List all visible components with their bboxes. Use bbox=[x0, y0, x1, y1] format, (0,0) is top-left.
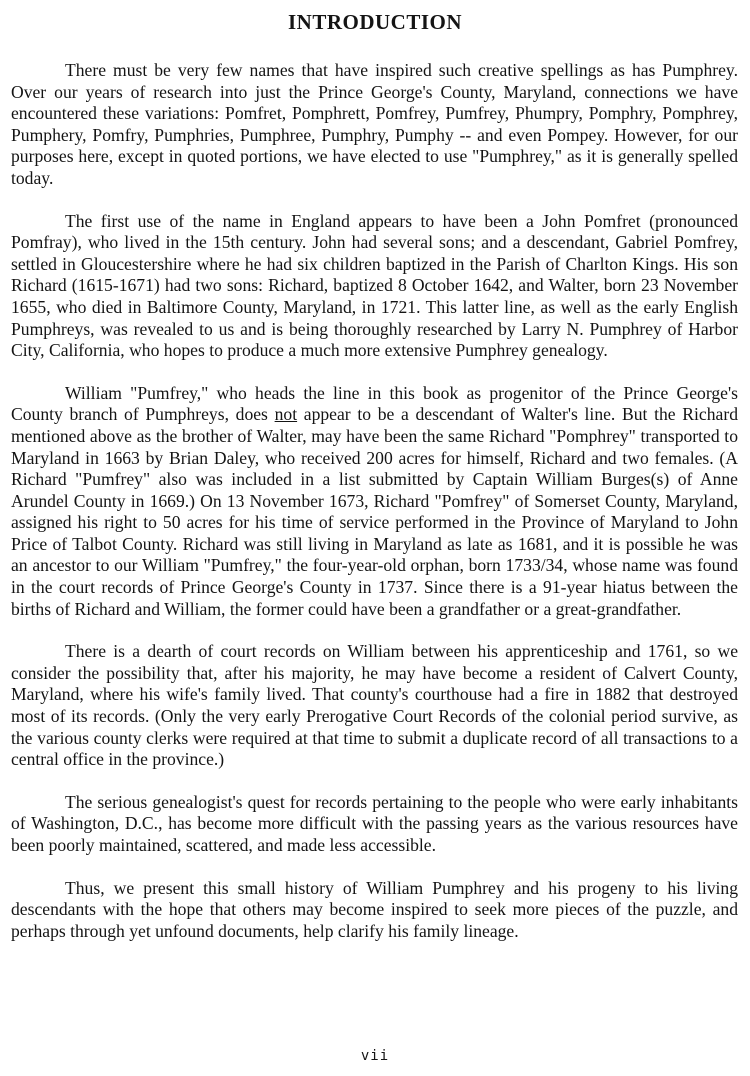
paragraph-text-before: William "Pumfrey," who heads the line in this book as progenitor of the Prince George's County branch of Pumphreys, does bbox=[11, 382, 738, 425]
paragraph-washington-records: The serious genealogist's quest for records pertaining to the people who were early inhabitants of Washington, D.C., has become more difficult with the passing years as the various resources have been poorly maintained, scattered, and made less accessible. bbox=[11, 791, 738, 855]
body-text bbox=[11, 60, 738, 963]
emphasized-word: not bbox=[274, 404, 298, 425]
paragraph-court-records: There is a dearth of court records on William between his apprenticeship and 1761, so we consider the possibility that, after his majority, he may have become a resident of Calvert County, Maryland, where his wife's family lived. That county's courthouse had a fire in 1882 that destroyed most of its records. (Only the very early Prerogative Court Records of the colonial period survive, as the various county clerks were required at that time to submit a duplicate record of all transactions to a central office in the province.) bbox=[11, 641, 738, 770]
paragraph-spellings: There must be very few names that have inspired such creative spellings as has Pumphrey. Over our years of research into just the Prince George's County, Maryland, connections we have encountered these variations: Pomfret, Pomphrett, Pomfrey, Pumfrey, Phumpry, Pomphry, Pomphrey, Pumphery, Pomfry, Pumphries, Pumphree, Pumphry, Pumphy -- and even Pompey. However, for our purposes here, except in quoted portions, we have elected to use "Pumphrey," as it is generally spelled today. bbox=[11, 60, 738, 188]
paragraph-england-origins: The first use of the name in England appears to have been a John Pomfret (pronounced Pomfray), who lived in the 15th century. John had several sons; and a descendant, Gabriel Pomfrey, settled in Gloucestershire where he had six children baptized in the Parish of Charlton Kings. His son Richard (1615-1671) had two sons: Richard, baptized 8 October 1642, and Walter, born 23 November 1655, who died in Baltimore County, Maryland, in 1721. This latter line, as well as the early English Pumphreys, was revealed to us and is being thoroughly researched by Larry N. Pumphrey of Harbor City, California, who hopes to produce a much more extensive Pumphrey genealogy. bbox=[11, 210, 738, 361]
paragraph-text-after: appear to be a descendant of Walter's line. But the Richard mentioned above as the brother of Walter, may have been the same Richard "Pomphrey" transported to Maryland in 1663 by Brian Daley, who received 200 acres for himself, Richard and two females. (A Richard "Pumfrey" also was included in a list submitted by Captain William Burges(s) of Anne Arundel County in 1669.) On 13 November 1673, Richard "Pomfrey" of Somerset County, Maryland, assigned his right to 50 acres for his time of service performed in the Province of Maryland to John Price of Talbot County. Richard was still living in Maryland as late as 1681, and it is possible he was an ancestor to our William "Pumfrey," the four-year-old orphan, born 1733/34, whose name was found in the court records of Prince George's County in 1737. Since there is a 91-year hiatus between the births of Richard and William, the former could have been a grandfather or a great-grandfather. bbox=[11, 404, 738, 619]
paragraph-conclusion: Thus, we present this small history of William Pumphrey and his progeny to his living descendants with the hope that others may become inspired to seek more pieces of the puzzle, and perhaps through yet unfound documents, help clarify his family lineage. bbox=[11, 877, 738, 941]
page-number: vii bbox=[360, 1048, 390, 1064]
paragraph-william-pumfrey bbox=[11, 383, 738, 621]
page-title: INTRODUCTION bbox=[287, 10, 463, 34]
